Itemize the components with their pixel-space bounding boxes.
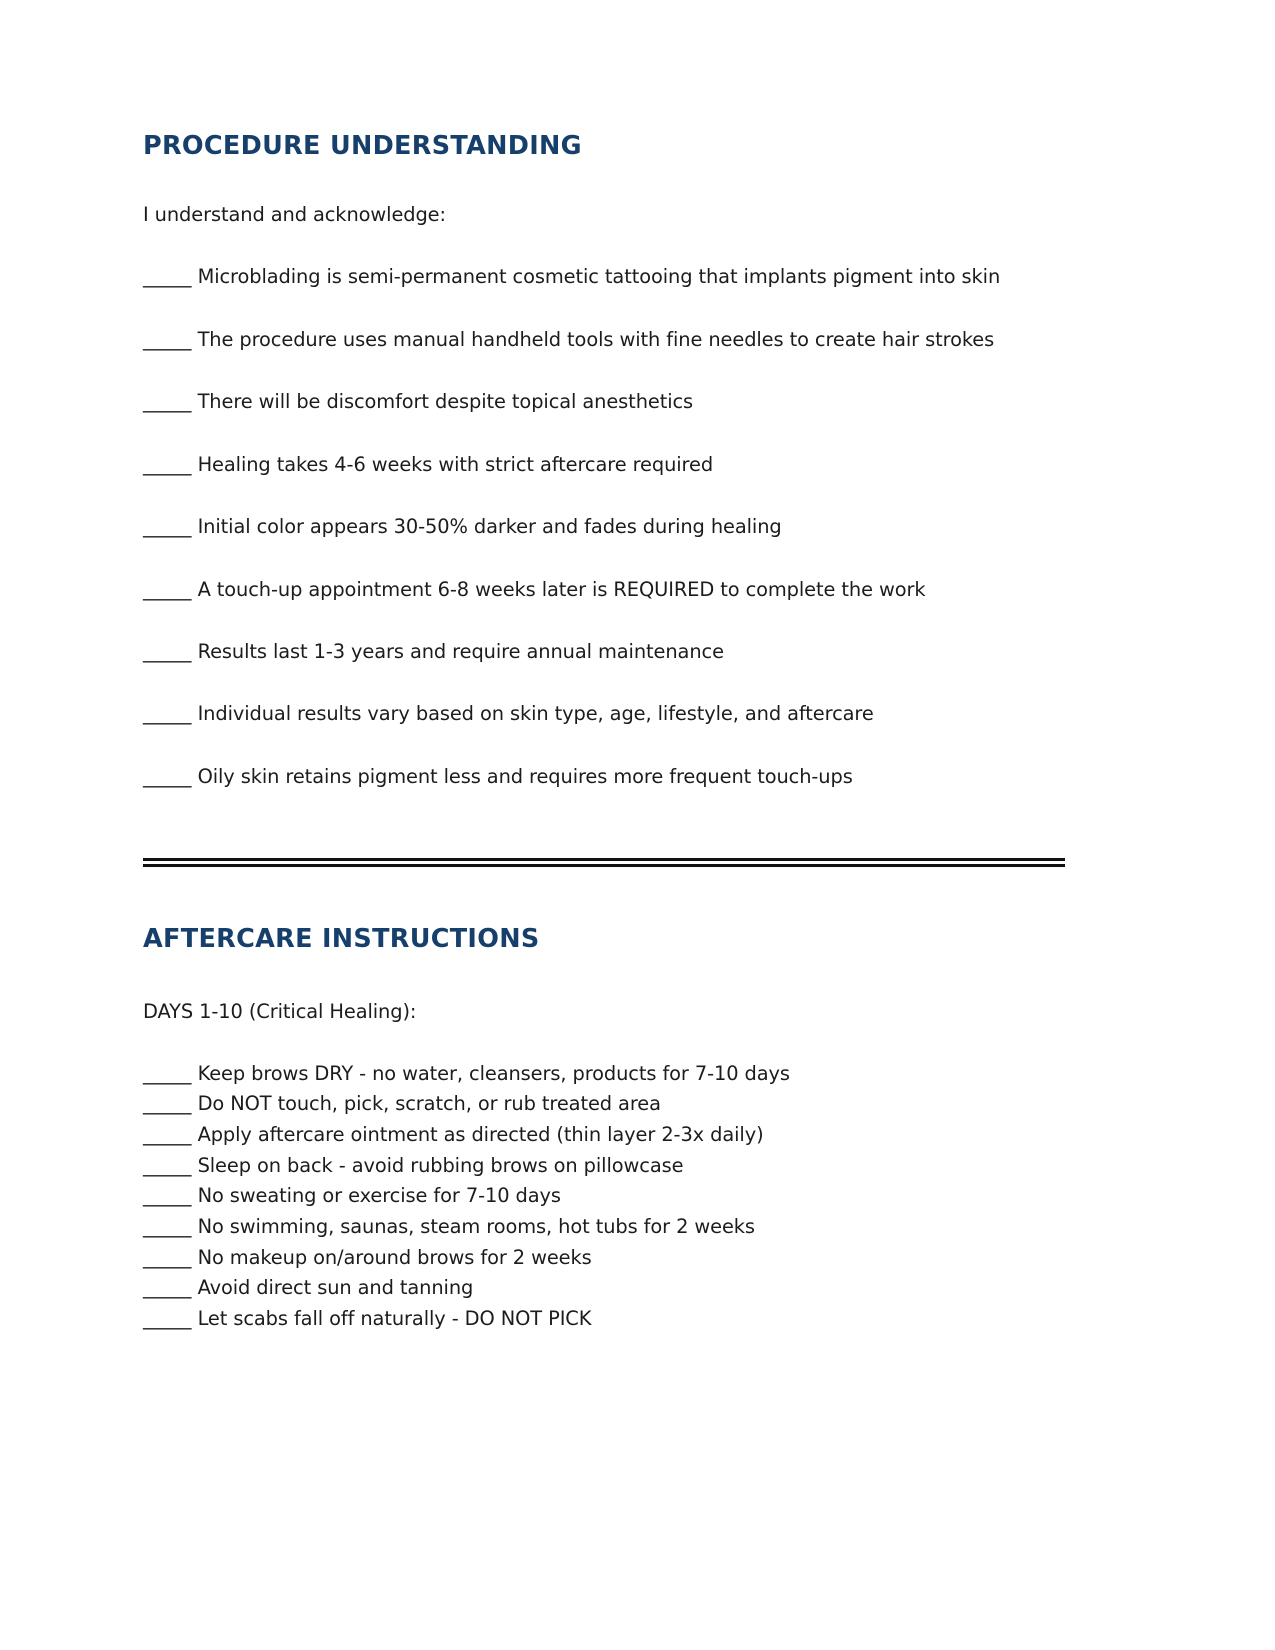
blank-underline[interactable]: _____ xyxy=(143,327,192,351)
procedure-item-1 xyxy=(143,261,1073,292)
procedure-item-5-text: Initial color appears 30-50% darker and fades during healing xyxy=(197,515,782,539)
list-item xyxy=(143,1181,1073,1212)
page-title-procedure-understanding: PROCEDURE UNDERSTANDING xyxy=(143,131,582,161)
list-item xyxy=(143,1059,1073,1090)
aftercare-item-2-text: Do NOT touch, pick, scratch, or rub treated area xyxy=(197,1092,661,1116)
section-divider xyxy=(143,858,1065,867)
aftercare-item-4-text: Sleep on back - avoid rubbing brows on pillowcase xyxy=(197,1153,684,1177)
procedure-item-6 xyxy=(143,574,1073,605)
spacer xyxy=(143,293,1073,324)
blank-underline[interactable]: _____ xyxy=(143,1092,192,1116)
spacer xyxy=(143,355,1073,386)
blank-underline[interactable]: _____ xyxy=(143,515,192,539)
blank-underline[interactable]: _____ xyxy=(143,1245,192,1269)
procedure-item-1-text: Microblading is semi-permanent cosmetic tattooing that implants pigment into skin xyxy=(197,265,1001,289)
spacer xyxy=(143,867,1073,924)
procedure-item-8 xyxy=(143,698,1073,729)
procedure-item-8-text: Individual results vary based on skin type, age, lifestyle, and aftercare xyxy=(197,702,874,726)
aftercare-item-7-text: No makeup on/around brows for 2 weeks xyxy=(197,1245,592,1269)
blank-underline[interactable]: _____ xyxy=(143,1061,192,1085)
blank-underline[interactable]: _____ xyxy=(143,702,192,726)
list-item xyxy=(143,1120,1073,1151)
procedure-item-3-text: There will be discomfort despite topical anesthetics xyxy=(197,390,694,414)
procedure-item-9-text: Oily skin retains pigment less and requires more frequent touch-ups xyxy=(197,764,853,788)
spacer xyxy=(143,163,1073,199)
blank-underline[interactable]: _____ xyxy=(143,1153,192,1177)
blank-underline[interactable]: _____ xyxy=(143,1276,192,1300)
spacer xyxy=(143,480,1073,511)
aftercare-item-3-text: Apply aftercare ointment as directed (thin layer 2-3x daily) xyxy=(197,1122,764,1146)
list-item xyxy=(143,1212,1073,1243)
blank-underline[interactable]: _____ xyxy=(143,265,192,289)
aftercare-item-5-text: No sweating or exercise for 7-10 days xyxy=(197,1184,561,1208)
spacer xyxy=(143,543,1073,574)
procedure-item-4 xyxy=(143,449,1073,480)
blank-underline[interactable]: _____ xyxy=(143,577,192,601)
procedure-item-2-text: The procedure uses manual handheld tools with fine needles to create hair strokes xyxy=(197,327,995,351)
blank-underline[interactable]: _____ xyxy=(143,452,192,476)
procedure-item-6-text: A touch-up appointment 6-8 weeks later is REQUIRED to complete the work xyxy=(197,577,926,601)
procedure-item-5 xyxy=(143,511,1073,542)
blank-underline[interactable]: _____ xyxy=(143,1306,192,1330)
spacer xyxy=(143,230,1073,261)
spacer xyxy=(143,667,1073,698)
procedure-item-2 xyxy=(143,324,1073,355)
blank-underline[interactable]: _____ xyxy=(143,1184,192,1208)
aftercare-item-1-text: Keep brows DRY - no water, cleansers, products for 7-10 days xyxy=(197,1061,790,1085)
procedure-intro-text: I understand and acknowledge: xyxy=(143,202,446,226)
spacer xyxy=(143,605,1073,636)
procedure-item-7 xyxy=(143,636,1073,667)
aftercare-item-8-text: Avoid direct sun and tanning xyxy=(197,1276,474,1300)
blank-underline[interactable]: _____ xyxy=(143,1122,192,1146)
spacer xyxy=(143,730,1073,761)
blank-underline[interactable]: _____ xyxy=(143,1214,192,1238)
aftercare-intro-text: DAYS 1-10 (Critical Healing): xyxy=(143,1000,417,1024)
list-item xyxy=(143,1089,1073,1120)
blank-underline[interactable]: _____ xyxy=(143,639,192,663)
list-item xyxy=(143,1243,1073,1274)
blank-underline[interactable]: _____ xyxy=(143,764,192,788)
spacer xyxy=(143,418,1073,449)
list-item xyxy=(143,1273,1073,1304)
aftercare-item-6-text: No swimming, saunas, steam rooms, hot tubs for 2 weeks xyxy=(197,1214,755,1238)
procedure-item-9 xyxy=(143,761,1073,792)
procedure-item-4-text: Healing takes 4-6 weeks with strict aftercare required xyxy=(197,452,714,476)
aftercare-checklist xyxy=(143,1059,1073,1335)
document-content xyxy=(143,131,1073,1334)
page-title-aftercare-instructions: AFTERCARE INSTRUCTIONS xyxy=(143,924,540,955)
divider-rule-top xyxy=(143,858,1065,861)
list-item xyxy=(143,1151,1073,1182)
spacer xyxy=(143,956,1073,996)
aftercare-item-9-text: Let scabs fall off naturally - DO NOT PICK xyxy=(197,1306,592,1330)
procedure-item-7-text: Results last 1-3 years and require annual maintenance xyxy=(197,639,724,663)
list-item xyxy=(143,1304,1073,1335)
blank-underline[interactable]: _____ xyxy=(143,390,192,414)
procedure-item-3 xyxy=(143,386,1073,417)
spacer xyxy=(143,1028,1073,1059)
